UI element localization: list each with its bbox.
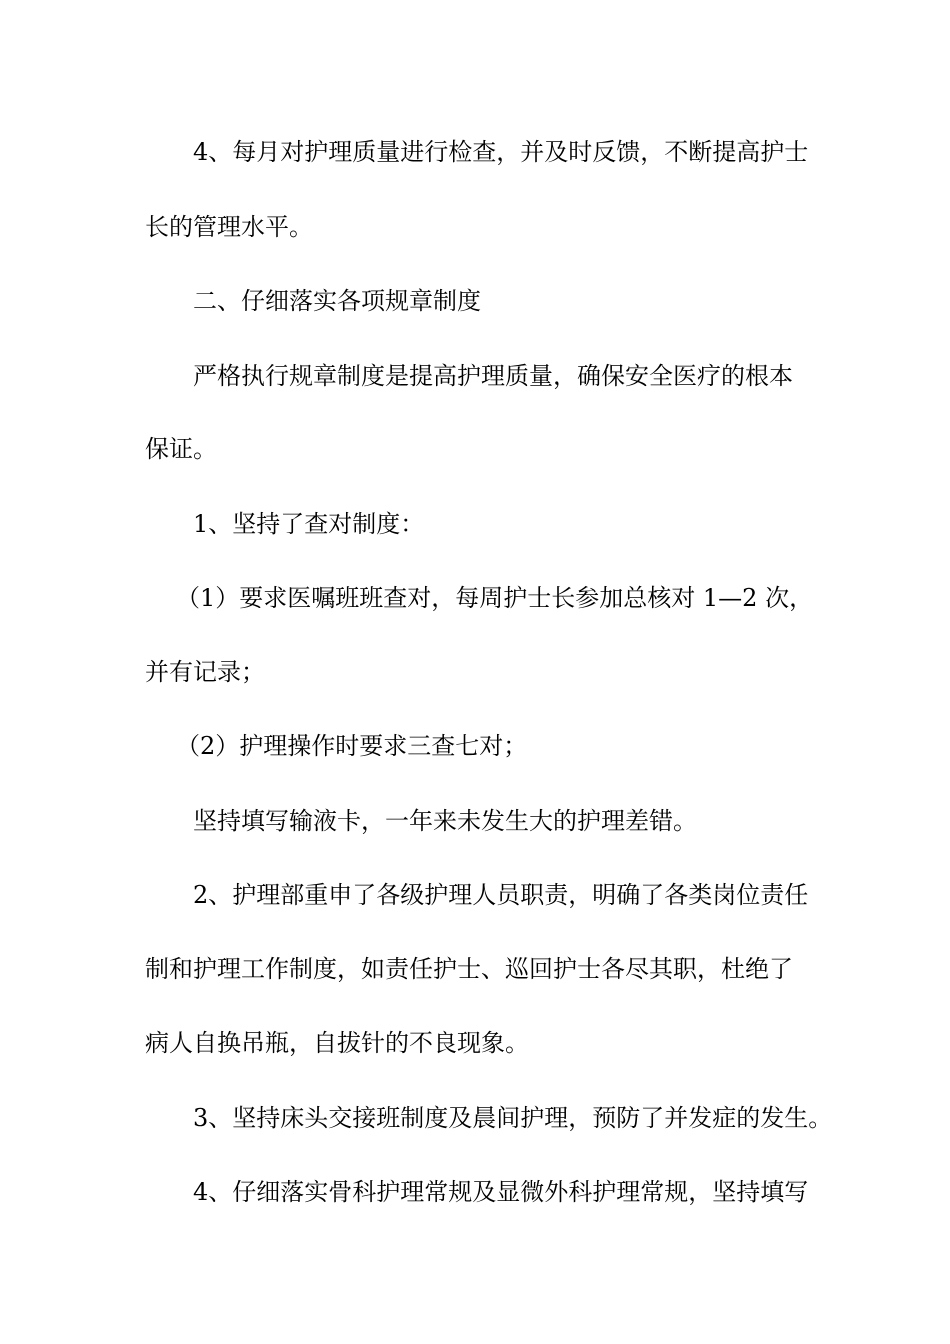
section-heading: 二、仔细落实各项规章制度 <box>193 287 481 315</box>
paragraph-line: 4、每月对护理质量进行检查，并及时反馈，不断提高护士 <box>193 138 809 166</box>
paragraph-line: 1、坚持了查对制度： <box>193 510 425 538</box>
paragraph-line: 长的管理水平。 <box>145 213 313 241</box>
paragraph-line: （1）要求医嘱班班查对，每周护士长参加总核对 1—2 次， <box>176 584 814 612</box>
paragraph-line: 病人自换吊瓶，自拔针的不良现象。 <box>145 1029 529 1057</box>
paragraph-line: 3、坚持床头交接班制度及晨间护理，预防了并发症的发生。 <box>193 1104 833 1132</box>
paragraph-line: 坚持填写输液卡，一年来未发生大的护理差错。 <box>193 807 697 835</box>
paragraph-line: 2、护理部重申了各级护理人员职责，明确了各类岗位责任 <box>193 881 809 909</box>
paragraph-line: 制和护理工作制度，如责任护士、巡回护士各尽其职，杜绝了 <box>145 955 793 983</box>
paragraph-line: （2）护理操作时要求三查七对； <box>176 732 528 760</box>
paragraph-line: 4、仔细落实骨科护理常规及显微外科护理常规，坚持填写 <box>193 1178 809 1206</box>
paragraph-line: 严格执行规章制度是提高护理质量，确保安全医疗的根本 <box>193 362 793 390</box>
paragraph-line: 并有记录； <box>145 658 265 686</box>
paragraph-line: 保证。 <box>145 435 217 463</box>
